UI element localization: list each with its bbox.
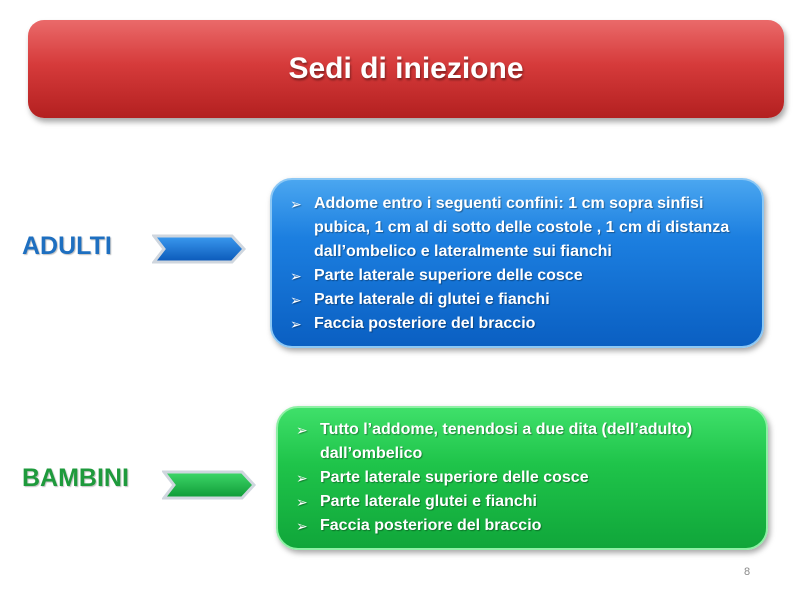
arrow-bullet-icon: ➢ [296, 494, 308, 510]
list-item: ➢ Addome entro i seguenti confini: 1 cm sopra sinfisi pubica, 1 cm al di sotto delle costole , 1 cm di distanza dall’ombelico e lateralmente sui fianchi [288, 192, 746, 264]
arrow-bullet-icon: ➢ [296, 470, 308, 486]
arrow-right-icon [162, 468, 258, 502]
list-item: ➢ Parte laterale superiore delle cosce [294, 466, 750, 490]
adulti-list [288, 192, 746, 336]
list-item: ➢ Parte laterale di glutei e fianchi [288, 288, 746, 312]
section-label-adulti: ADULTI [22, 232, 112, 260]
adulti-panel [270, 178, 764, 348]
bambini-panel [276, 406, 768, 550]
list-item: ➢ Faccia posteriore del braccio [288, 312, 746, 336]
arrow-bullet-icon: ➢ [296, 518, 308, 534]
page-number: 8 [744, 566, 751, 578]
page-title: Sedi di iniezione [288, 52, 524, 85]
arrow-right-icon [152, 232, 248, 266]
list-item: ➢ Parte laterale glutei e fianchi [294, 490, 750, 514]
arrow-bullet-icon: ➢ [296, 422, 308, 438]
list-item: ➢ Parte laterale superiore delle cosce [288, 264, 746, 288]
arrow-bullet-icon: ➢ [290, 196, 302, 212]
arrow-bullet-icon: ➢ [290, 316, 302, 332]
arrow-bullet-icon: ➢ [290, 292, 302, 308]
bambini-list [294, 418, 750, 538]
title-banner [28, 20, 784, 118]
list-item: ➢ Faccia posteriore del braccio [294, 514, 750, 538]
list-item: ➢ Tutto l’addome, tenendosi a due dita (dell’adulto) dall’ombelico [294, 418, 750, 466]
arrow-bullet-icon: ➢ [290, 268, 302, 284]
section-label-bambini: BAMBINI [22, 464, 129, 492]
